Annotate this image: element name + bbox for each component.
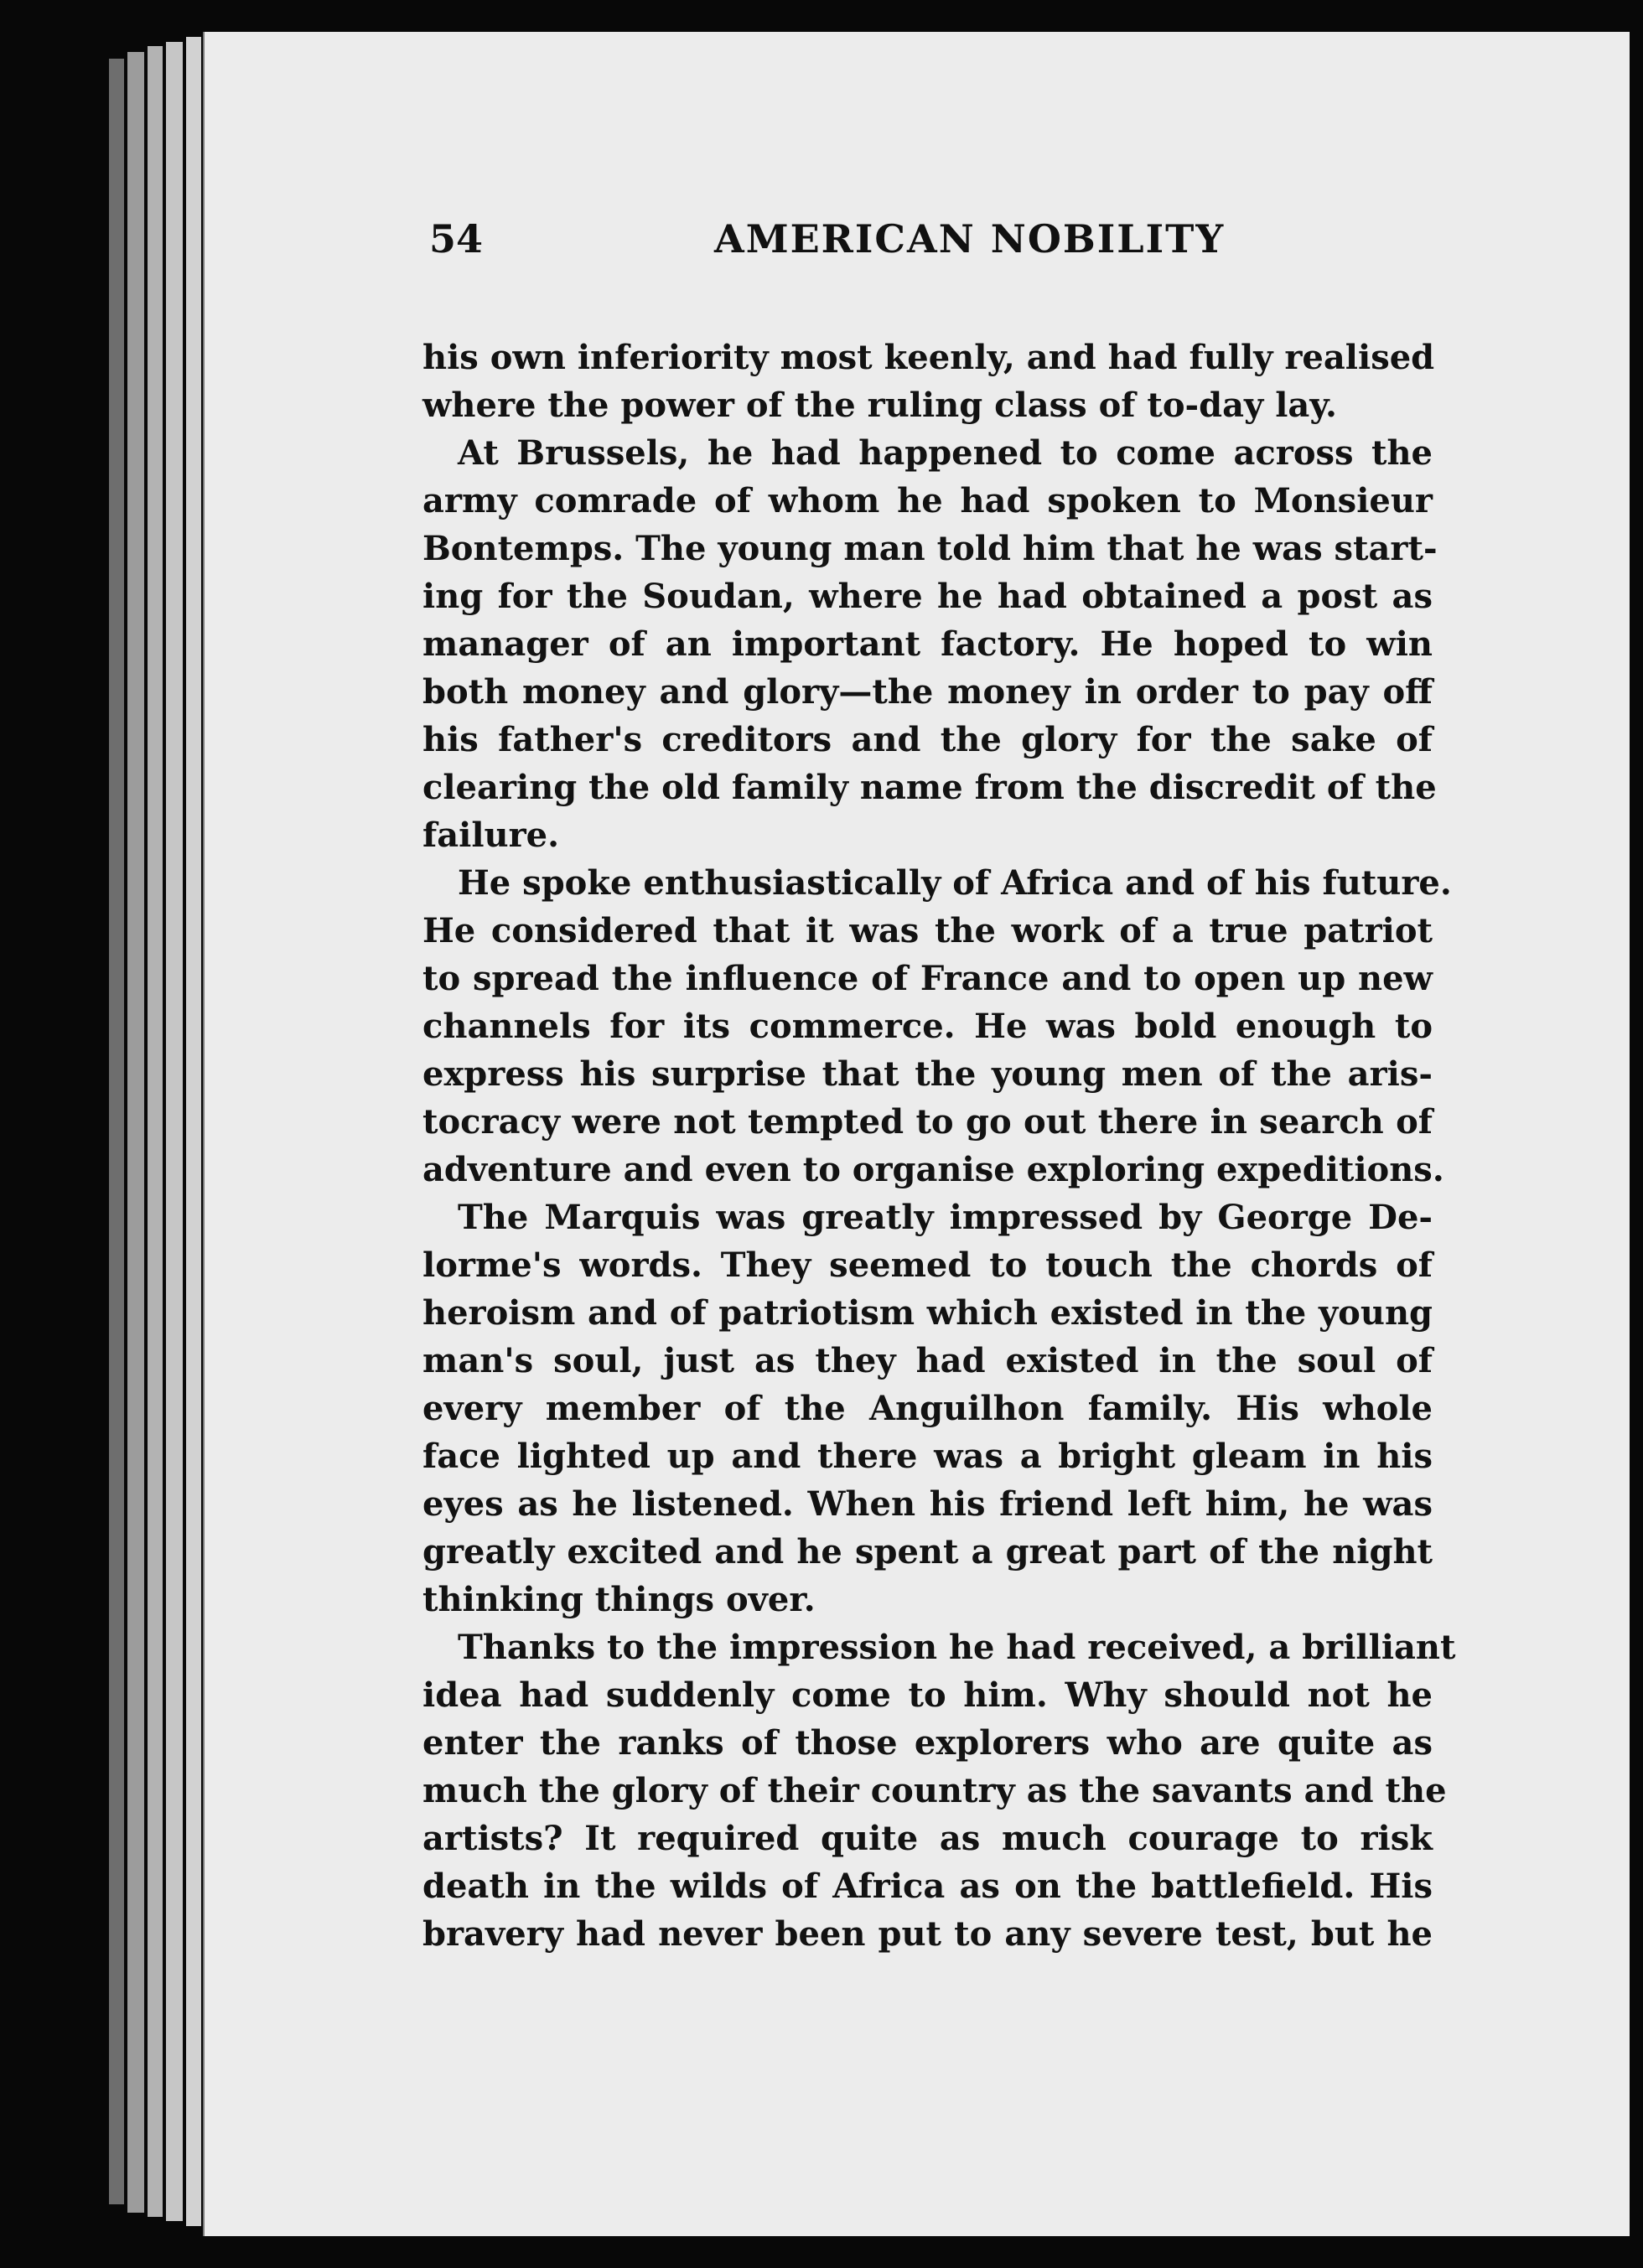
text-line: army comrade of whom he had spoken to Monsieur [422, 481, 1433, 520]
page-edge [127, 52, 144, 2213]
text-line: express his surprise that the young men of the aris- [422, 1054, 1433, 1094]
page-edge [109, 59, 124, 2204]
text-line: The Marquis was greatly impressed by George De- [458, 1198, 1433, 1237]
page-edge [148, 46, 163, 2217]
text-line: where the power of the ruling class of to-day lay. [422, 386, 1337, 425]
text-line: He considered that it was the work of a true patriot [422, 911, 1433, 950]
text-line: both money and glory—the money in order to pay off [422, 672, 1433, 712]
text-line: greatly excited and he spent a great part of the night [422, 1532, 1433, 1572]
text-line: heroism and of patriotism which existed in the young [422, 1293, 1433, 1333]
text-line: clearing the old family name from the discredit of the [422, 768, 1437, 807]
text-line: his father's creditors and the glory for the sake of [422, 720, 1433, 759]
text-line: bravery had never been put to any severe test, but he [422, 1914, 1433, 1954]
text-line: At Brussels, he had happened to come across the [458, 433, 1433, 473]
text-line: artists? It required quite as much courage to risk [422, 1819, 1433, 1858]
page-edge [166, 42, 183, 2221]
text-line: thinking things over. [422, 1580, 816, 1619]
book-page [205, 32, 1630, 2236]
running-title: AMERICAN NOBILITY [714, 216, 1226, 261]
text-line: manager of an important factory. He hoped to win [422, 624, 1433, 664]
text-line: man's soul, just as they had existed in the soul of [422, 1341, 1433, 1380]
page-number: 54 [429, 216, 484, 261]
text-line: failure. [422, 816, 560, 855]
text-line: much the glory of their country as the savants and the [422, 1771, 1447, 1810]
text-line: lorme's words. They seemed to touch the chords of [422, 1245, 1433, 1285]
text-line: tocracy were not tempted to go out there in search of [422, 1102, 1433, 1142]
text-line: Bontemps. The young man told him that he was start- [422, 529, 1438, 568]
text-line: face lighted up and there was a bright gleam in his [422, 1437, 1433, 1476]
text-line: channels for its commerce. He was bold enough to [422, 1007, 1433, 1046]
text-line: adventure and even to organise exploring expeditions. [422, 1150, 1444, 1189]
body-text [422, 334, 1456, 1958]
page-edge [186, 37, 201, 2226]
text-line: He spoke enthusiastically of Africa and of his future. [458, 863, 1452, 903]
text-line: death in the wilds of Africa as on the battlefield. His [422, 1867, 1433, 1906]
text-line: idea had suddenly come to him. Why should not he [422, 1675, 1433, 1715]
text-line: his own inferiority most keenly, and had fully realised [422, 338, 1435, 377]
text-line: Thanks to the impression he had received, a brilliant [458, 1628, 1456, 1667]
text-line: enter the ranks of those explorers who are quite as [422, 1723, 1433, 1763]
text-line: ing for the Soudan, where he had obtained a post as [422, 577, 1433, 616]
page-header [429, 216, 1418, 283]
text-line: every member of the Anguilhon family. His whole [422, 1389, 1433, 1428]
text-line: eyes as he listened. When his friend left him, he was [422, 1484, 1433, 1524]
text-line: to spread the influence of France and to open up new [422, 959, 1433, 998]
